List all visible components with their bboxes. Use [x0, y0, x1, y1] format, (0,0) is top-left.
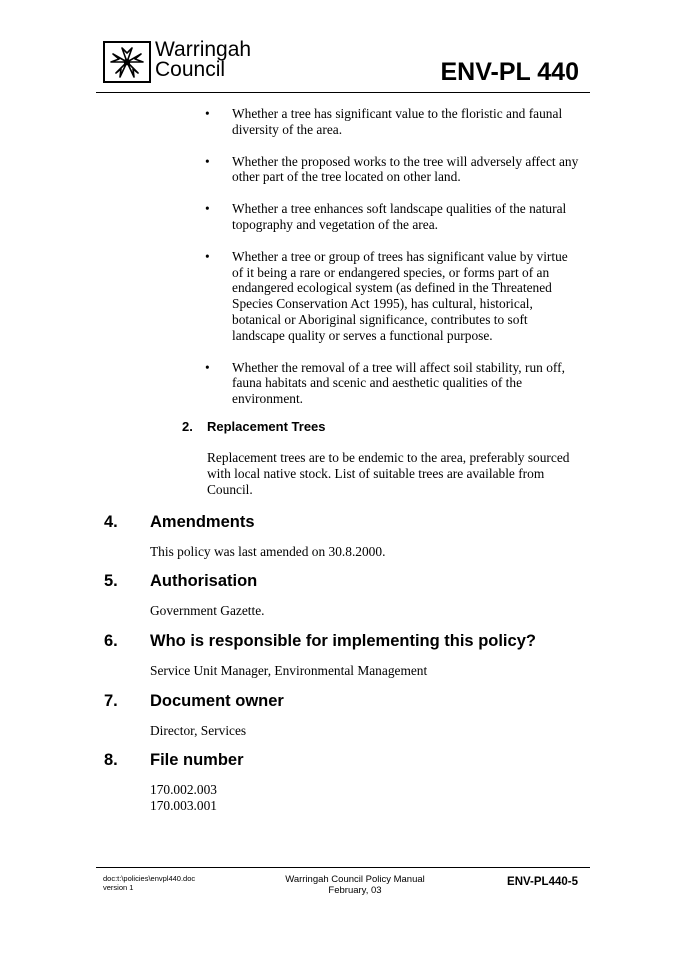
section-number: 6. [104, 632, 118, 650]
section-heading [104, 751, 584, 773]
section-amendments [104, 513, 584, 560]
bullet-marker: • [205, 153, 210, 169]
section-line: Government Gazette. [150, 603, 265, 618]
section-line: 170.003.001 [150, 797, 217, 813]
section-authorisation [104, 572, 584, 619]
section-number: 5. [104, 572, 118, 590]
logo-line-2: Council [155, 58, 226, 81]
subsection-paragraph: Replacement trees are to be endemic to the area, preferably sourced with local native stock. List of suitable trees are available from Council. [207, 450, 570, 497]
bullet-text: Whether a tree enhances soft landscape qualities of the natural topography and vegetation of the area. [232, 201, 567, 232]
section-document-owner [104, 692, 584, 739]
section-line: Service Unit Manager, Environmental Management [150, 663, 428, 678]
section-body [150, 603, 584, 619]
subsection-heading [182, 419, 326, 434]
section-body [150, 782, 584, 814]
section-line: 170.002.003 [150, 782, 217, 797]
section-heading [104, 572, 584, 594]
footer-file-info [103, 874, 195, 892]
footer-version: version 1 [103, 883, 134, 892]
list-item [202, 249, 582, 344]
list-item [202, 106, 582, 138]
bullet-marker: • [205, 201, 210, 217]
section-title: Who is responsible for implementing this policy? [150, 632, 536, 650]
footer-divider [96, 867, 590, 868]
bullet-text: Whether a tree has significant value to the floristic and faunal diversity of the area. [232, 106, 563, 137]
logo-line-1: Warringah [155, 38, 252, 61]
section-heading [104, 692, 584, 714]
section-heading [104, 632, 584, 654]
list-item [202, 154, 582, 186]
section-line: This policy was last amended on 30.8.2000. [150, 544, 386, 559]
bullet-marker: • [205, 248, 210, 264]
subsection-title: Replacement Trees [207, 419, 326, 434]
section-title: Amendments [150, 513, 255, 531]
section-body [150, 544, 584, 560]
footer-page-code: ENV-PL440-5 [507, 876, 578, 888]
section-number: 7. [104, 692, 118, 710]
council-logo-emblem [103, 41, 151, 83]
council-logo-text [155, 40, 251, 80]
section-body [150, 663, 584, 679]
footer-manual-info [250, 874, 460, 896]
section-responsibility [104, 632, 584, 679]
document-code: ENV-PL 440 [440, 58, 579, 86]
bullet-marker: • [205, 359, 210, 375]
bullet-text: Whether a tree or group of trees has significant value by virtue of it being a rare or endangered species, or forms part of an endangered ecological system (as defined in the Threatened Species Conservation Act 1995), has cultural, historical, botanical or Aboriginal significance, contributes to soft landscape quality or serves a functional purpose. [232, 248, 568, 343]
flower-icon [107, 45, 147, 79]
section-number: 4. [104, 513, 118, 531]
list-item [202, 201, 582, 233]
section-title: Authorisation [150, 572, 258, 590]
list-item [202, 360, 582, 407]
footer-manual-title: Warringah Council Policy Manual [285, 874, 425, 885]
bullet-text: Whether the proposed works to the tree will adversely affect any other part of the tree located on other land. [232, 153, 579, 185]
criteria-bullet-list [202, 106, 582, 423]
section-heading [104, 513, 584, 535]
section-number: 8. [104, 751, 118, 769]
footer-file-path: doc:t:\policies\envpl440.doc [103, 874, 196, 883]
section-title: Document owner [150, 692, 284, 710]
bullet-text: Whether the removal of a tree will affect soil stability, run off, fauna habitats and scenic and aesthetic qualities of the environment. [232, 359, 565, 407]
section-body [150, 723, 584, 739]
subsection-number: 2. [182, 419, 193, 434]
section-title: File number [150, 751, 244, 769]
footer-date: February, 03 [328, 885, 382, 896]
bullet-marker: • [205, 106, 210, 121]
section-file-number [104, 751, 584, 814]
header-divider [96, 92, 590, 93]
section-line: Director, Services [150, 723, 247, 738]
